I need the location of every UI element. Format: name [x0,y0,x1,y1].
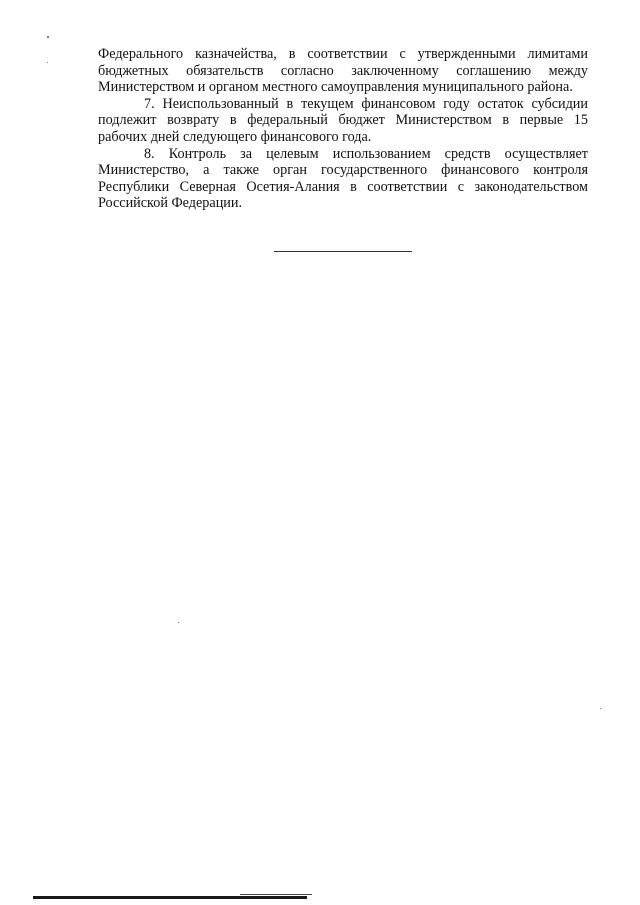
paragraph-8-line-1: 8. Контроль за целевым использованием средств осуществляет [144,145,588,162]
paragraph-6-line-2: бюджетных обязательств согласно заключенному соглашению между [98,62,588,79]
paragraph-6-line-3: Министерством и органом местного самоуправления муниципального района. [98,79,573,96]
paragraph-8-line-2: Министерство, а также орган государственного финансового контроля [98,162,588,179]
scan-speck [600,708,601,709]
paragraph-7-line-1: 7. Неиспользованный в текущем финансовом году остаток субсидии [144,95,588,112]
scan-speck [47,36,49,38]
end-of-document-separator [274,251,412,252]
scan-speck [47,62,48,63]
paragraph-8-line-4: Российской Федерации. [98,195,243,212]
paragraph-6-line-1: Федерального казначейства, в соответствии с утвержденными лимитами [98,46,588,62]
scan-speck [178,622,179,623]
paragraph-7-line-2: подлежит возврату в федеральный бюджет Министерством в первые 15 [98,112,588,129]
scan-edge-bar [33,896,307,899]
document-body [98,46,588,212]
scan-edge-bar-tail [240,894,312,895]
paragraph-7-line-3: рабочих дней следующего финансового года. [98,128,372,145]
paragraph-8-line-3: Республики Северная Осетия-Алания в соответствии с законодательством [98,178,588,195]
